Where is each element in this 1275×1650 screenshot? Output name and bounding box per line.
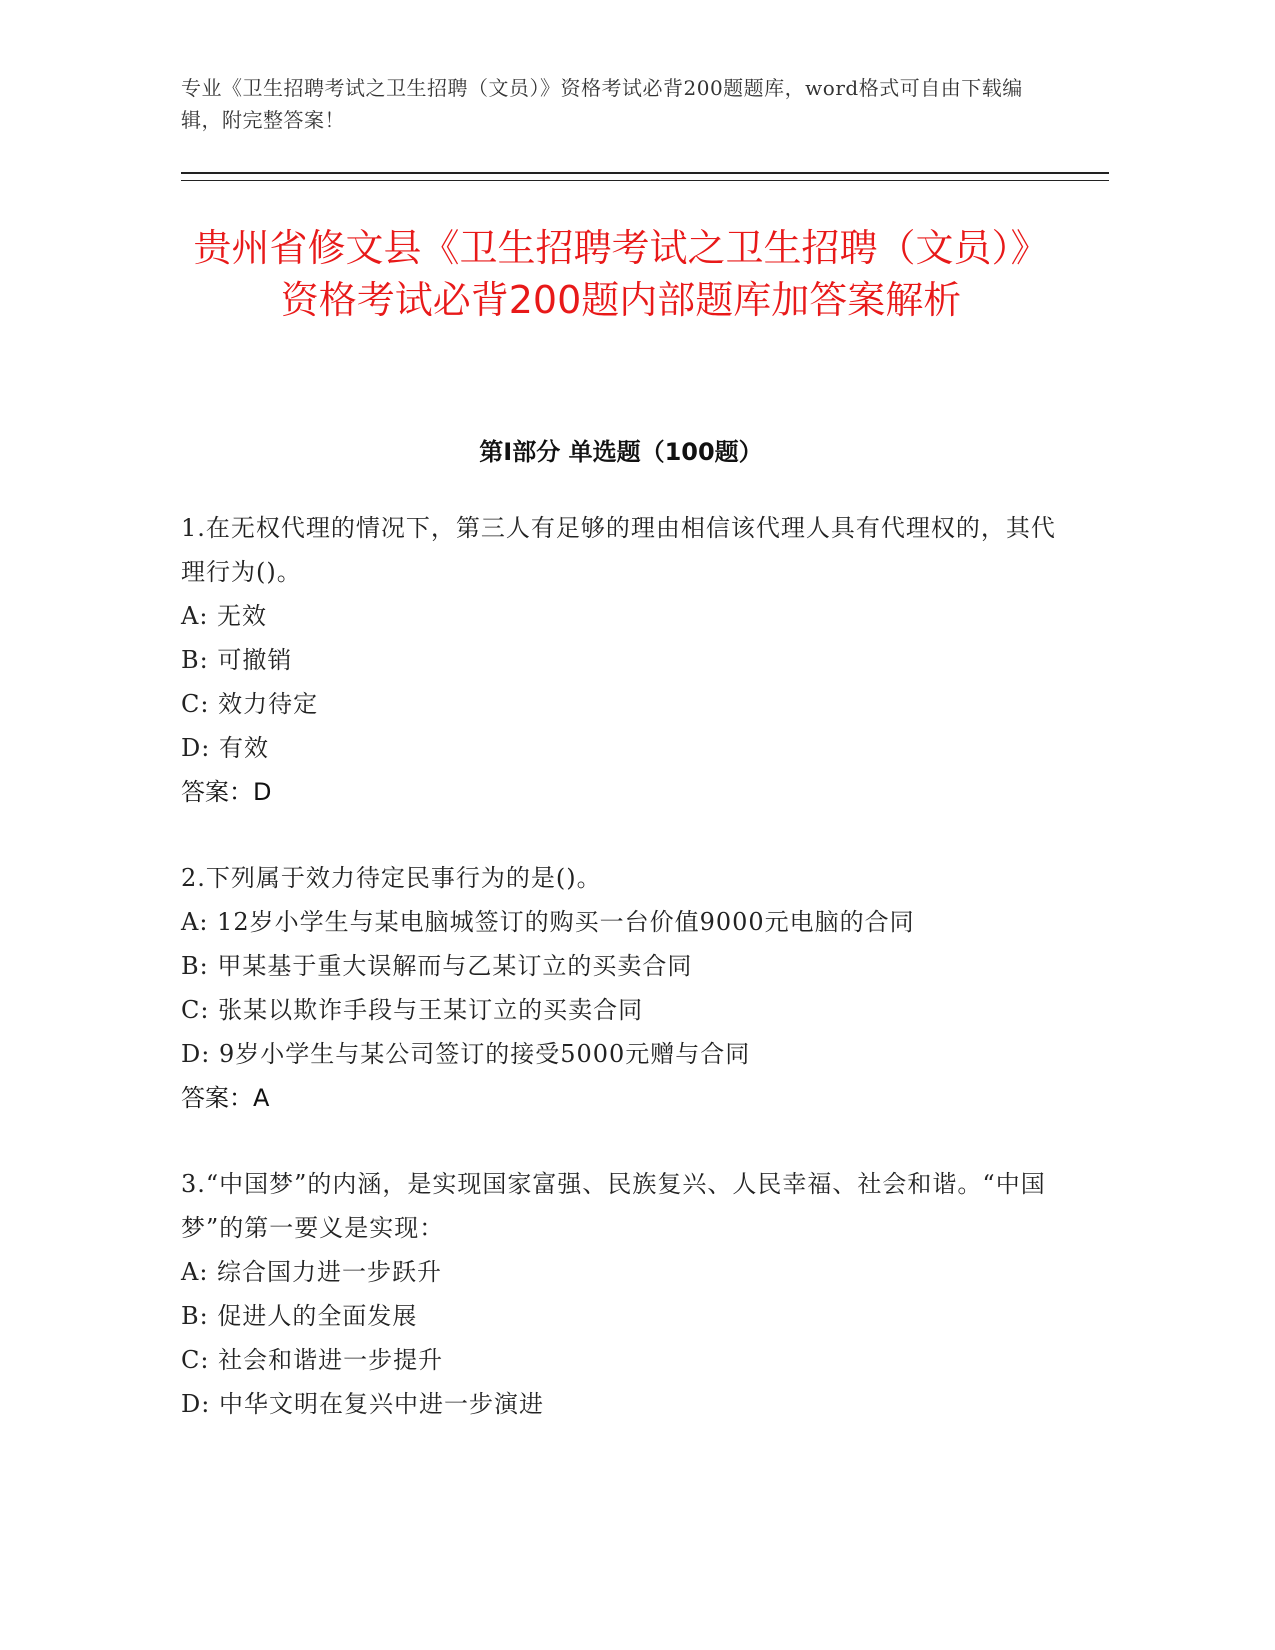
option-a: A: 无效 [181, 602, 268, 630]
question-list [181, 506, 1061, 1468]
answer-line [181, 1076, 1061, 1120]
answer-line [181, 770, 1061, 814]
answer-value: D [253, 778, 272, 806]
header-rule-thick [181, 172, 1109, 174]
option-d: D: 有效 [181, 734, 269, 762]
option-a: A: 综合国力进一步跃升 [181, 1258, 443, 1286]
question-3 [181, 1162, 1061, 1426]
question-1 [181, 506, 1061, 814]
option-a: A: 12岁小学生与某电脑城签订的购买一台价值9000元电脑的合同 [181, 908, 915, 936]
question-stem: 2.下列属于效力待定民事行为的是()。 [181, 864, 602, 892]
document-title: 贵州省修文县《卫生招聘考试之卫生招聘（文员）》资格考试必背200题内部题库加答案解析 [193, 226, 1049, 322]
option-c: C: 效力待定 [181, 690, 319, 718]
question-2 [181, 856, 1061, 1120]
option-c: C: 社会和谐进一步提升 [181, 1346, 444, 1374]
header-note: 专业《卫生招聘考试之卫生招聘（文员）》资格考试必背200题题库，word格式可自由下载编辑，附完整答案！ [181, 76, 1023, 132]
answer-value: A [253, 1084, 270, 1112]
option-b: B: 促进人的全面发展 [181, 1302, 418, 1330]
question-stem: 3.“中国梦”的内涵，是实现国家富强、民族复兴、人民幸福、社会和谐。“中国梦”的第一要义是实现： [181, 1170, 1046, 1242]
option-b: B: 可撤销 [181, 646, 293, 674]
option-d: D: 9岁小学生与某公司签订的接受5000元赠与合同 [181, 1040, 751, 1068]
option-c: C: 张某以欺诈手段与王某订立的买卖合同 [181, 996, 644, 1024]
header-rule-thin [181, 180, 1109, 181]
option-d: D: 中华文明在复兴中进一步演进 [181, 1390, 544, 1418]
option-b: B: 甲某基于重大误解而与乙某订立的买卖合同 [181, 952, 693, 980]
answer-label: 答案： [181, 1084, 253, 1112]
answer-label: 答案： [181, 778, 253, 806]
question-stem: 1.在无权代理的情况下，第三人有足够的理由相信该代理人具有代理权的，其代理行为()。 [181, 514, 1056, 586]
section-heading: 第I部分 单选题（100题） [479, 438, 763, 466]
